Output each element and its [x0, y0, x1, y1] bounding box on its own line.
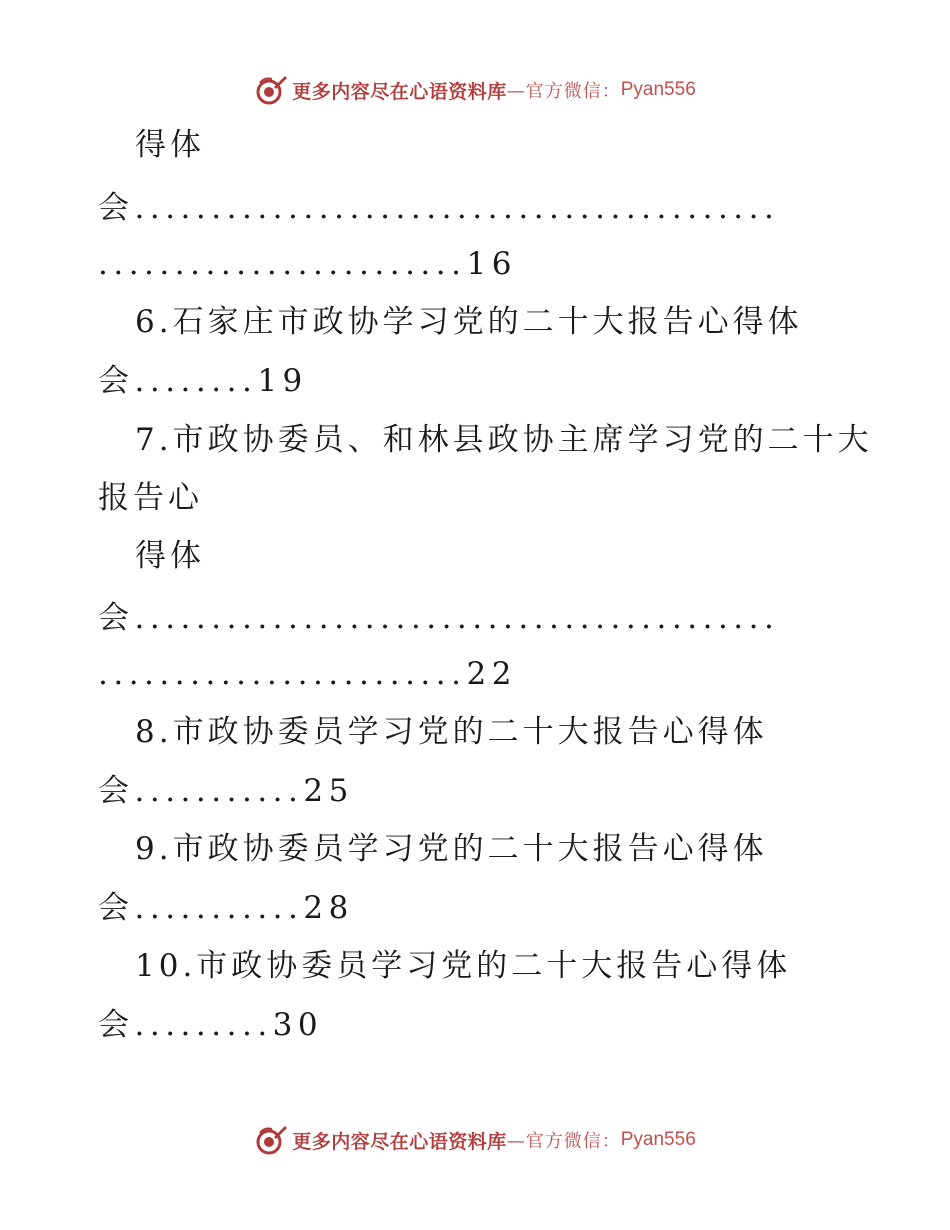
toc-line: 7.市政协委员、和林县政协主席学习党的二十大	[135, 422, 873, 458]
toc-line: ........................16	[98, 246, 517, 282]
toc-line: 报告心	[98, 480, 203, 516]
toc-line: 6.石家庄市政协学习党的二十大报告心得体	[135, 304, 803, 340]
banner-brand-text: 更多内容尽在心语资料库	[292, 80, 507, 103]
toc-line: 9.市政协委员学习党的二十大报告心得体	[135, 831, 768, 867]
toc-line: 会..........................................	[98, 600, 780, 636]
toc-line: 会..........................................	[98, 190, 780, 226]
toc-line: ........................22	[98, 656, 517, 692]
toc-line: 会.........30	[98, 1007, 324, 1043]
footer-banner	[0, 1120, 950, 1160]
toc-line: 会...........25	[98, 773, 354, 809]
banner-brand-text: 更多内容尽在心语资料库	[292, 1130, 507, 1153]
banner-official-text: —官方微信：	[506, 1131, 621, 1152]
toc-line: 10.市政协委员学习党的二十大报告心得体	[135, 948, 792, 984]
toc-line: 8.市政协委员学习党的二十大报告心得体	[135, 714, 768, 750]
banner-wechat-id: Pyan556	[620, 79, 696, 100]
pen-logo-icon	[254, 1123, 288, 1157]
toc-line: 得体	[135, 127, 205, 163]
banner-official-text: —官方微信：	[506, 81, 621, 102]
toc-line: 会...........28	[98, 890, 354, 926]
banner-wechat-id: Pyan556	[620, 1129, 696, 1150]
toc-line: 会........19	[98, 363, 308, 399]
toc-line: 得体	[135, 538, 205, 574]
